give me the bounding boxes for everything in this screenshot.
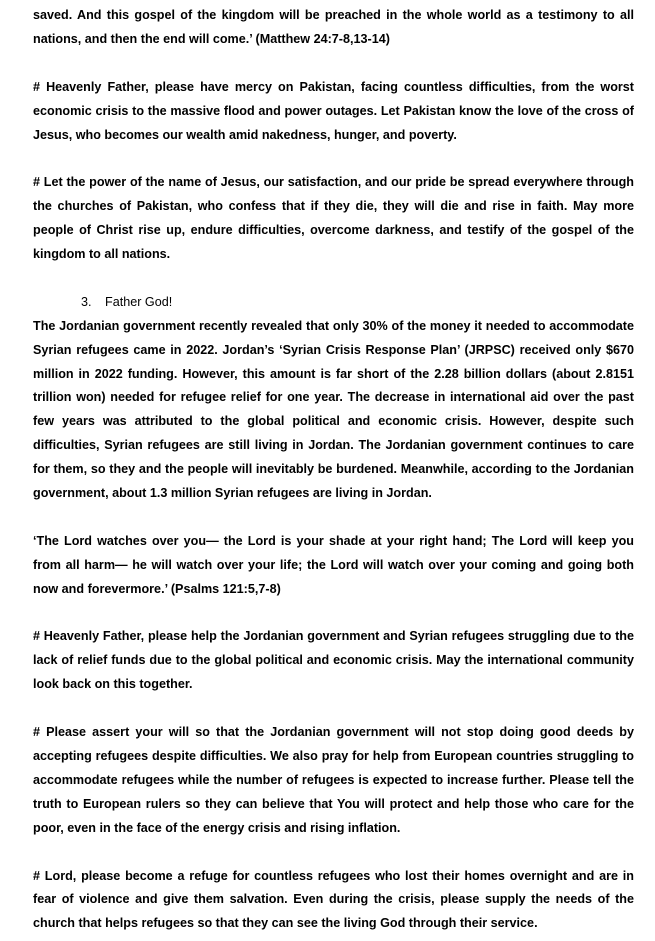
paragraph-gap bbox=[33, 602, 634, 626]
paragraph-prayer-jordan-funds: # Heavenly Father, please help the Jordanian government and Syrian refugees struggling due to the lack of relief funds due to the global political and economic crisis. May the international community look back on this together. bbox=[33, 629, 634, 692]
paragraph-psalms-quote: ‘The Lord watches over you— the Lord is your shade at your right hand; The Lord will keep you from all harm— he will watch over your life; the Lord will watch over your coming and going both now and forevermore.’ (Psalms 121:5,7-8) bbox=[33, 533, 634, 596]
paragraph-gap bbox=[33, 52, 634, 76]
list-item-heading bbox=[33, 291, 634, 315]
paragraph-prayer-pakistan-mercy: # Heavenly Father, please have mercy on Pakistan, facing countless difficulties, from the worst economic crisis to the massive flood and power outages. Let Pakistan know the love of the cross of Jesus, who becomes our wealth amid nakedness, hunger, and poverty. bbox=[33, 79, 634, 142]
paragraph-gap bbox=[33, 697, 634, 721]
list-item-text: Father God! bbox=[105, 294, 173, 309]
list-number: 3. bbox=[81, 294, 92, 309]
paragraph-gap bbox=[33, 506, 634, 530]
paragraph-prayer-jordan-will: # Please assert your will so that the Jordanian government will not stop doing good deeds by accepting refugees despite difficulties. We also pray for help from European countries struggling to accommodate refugees while the number of refugees is expected to increase further. Please tell the truth to European rulers so they can believe that You will protect and help those who care for the poor, even in the face of the energy crisis and rising inflation. bbox=[33, 725, 634, 835]
paragraph-matthew-quote-end: saved. And this gospel of the kingdom will be preached in the whole world as a testimony to all nations, and then the end will come.’ (Matthew 24:7-8,13-14) bbox=[33, 8, 634, 46]
paragraph-prayer-refuge: # Lord, please become a refuge for countless refugees who lost their homes overnight and are in fear of violence and give them salvation. Even during the crisis, please supply the needs of the church that helps refugees so that they can see the living God through their service. bbox=[33, 868, 634, 931]
paragraph-gap bbox=[33, 267, 634, 291]
paragraph-jordan-refugee-report: The Jordanian government recently revealed that only 30% of the money it needed to accommodate Syrian refugees came in 2022. Jordan’s ‘Syrian Crisis Response Plan’ (JRPSC) received only $670 million in 2022 funding. However, this amount is far short of the 2.28 billion dollars (about 2.8151 trillion won) needed for refugee relief for one year. The decrease in international aid over the past few years was attributed to the global political and economic crisis. However, despite such difficulties, Syrian refugees are still living in Jordan. The Jordanian government continues to care for them, so they and the people will inevitably be burdened. Meanwhile, according to the Jordanian government, about 1.3 million Syrian refugees are living in Jordan. bbox=[33, 318, 634, 501]
paragraph-prayer-pakistan-churches: # Let the power of the name of Jesus, our satisfaction, and our pride be spread everywhere through the churches of Pakistan, who confess that if they die, they will die and rise in faith. May more people of Christ rise up, endure difficulties, overcome darkness, and testify of the gospel of the kingdom to all nations. bbox=[33, 175, 634, 262]
paragraph-gap bbox=[33, 147, 634, 171]
paragraph-gap bbox=[33, 841, 634, 865]
